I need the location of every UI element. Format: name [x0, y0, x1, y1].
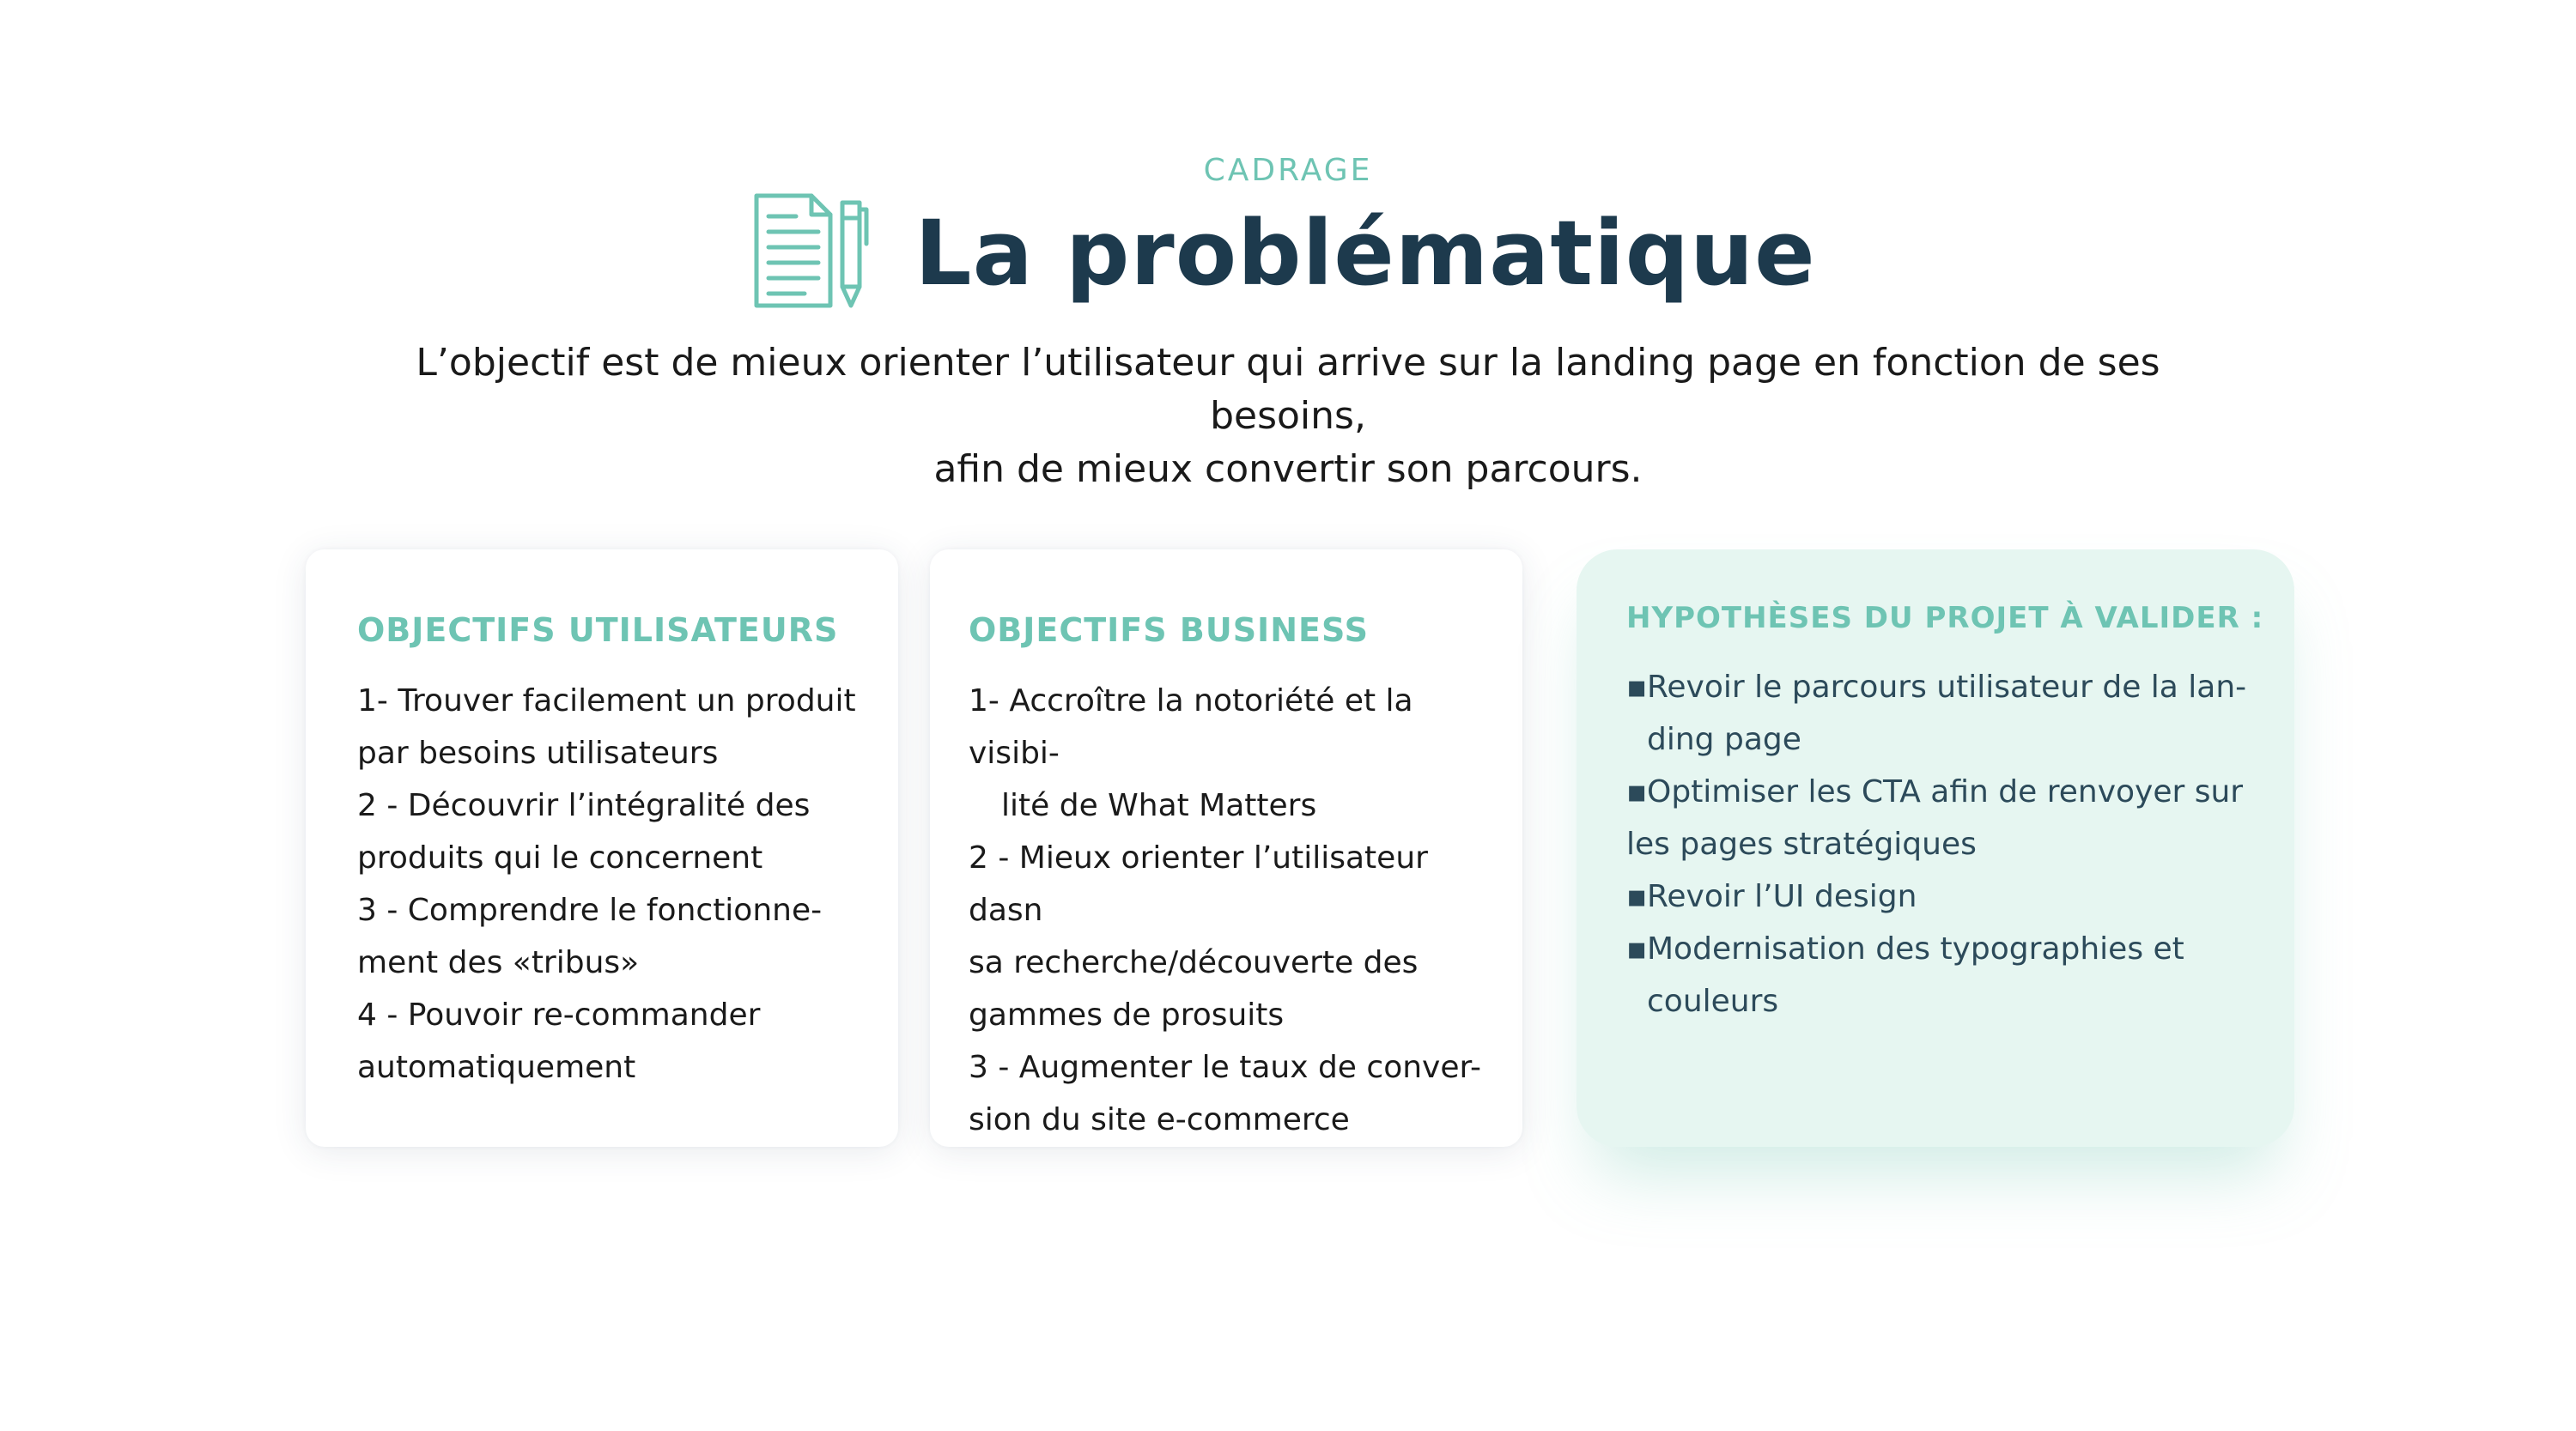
- hypothesis-line: ▪Revoir le parcours utilisateur de la lan-: [1626, 661, 2260, 713]
- card-hypotheses-title: HYPOTHÈSES DU PROJET À VALIDER :: [1626, 601, 2264, 635]
- title-row: [0, 191, 2576, 311]
- card-user-objectives: [306, 549, 898, 1147]
- hypothesis-line: ding page: [1647, 722, 1801, 757]
- bullet-icon: ▪: [1626, 931, 1648, 967]
- hypothesis-line: les pages stratégiques: [1626, 827, 1977, 862]
- hypothesis-line: couleurs: [1647, 984, 1779, 1019]
- document-pen-icon: [751, 191, 872, 311]
- business-line: 1- Accroître la notoriété et la visibi-: [969, 683, 1413, 771]
- business-line: 2 - Mieux orienter l’utilisateur dasn: [969, 840, 1428, 928]
- user-line: ment des «tribus»: [357, 945, 640, 980]
- card-project-hypotheses: [1577, 549, 2294, 1147]
- business-line: sa recherche/découverte des: [969, 945, 1419, 980]
- user-line: par besoins utilisateurs: [357, 736, 719, 771]
- intro-line-1: L’objectif est de mieux orienter l’utilisateur qui arrive sur la landing page en fonction de ses besoins,: [416, 341, 2160, 438]
- eyebrow-label: CADRAGE: [1203, 153, 1373, 188]
- card-business-title: OBJECTIFS BUSINESS: [969, 611, 1369, 649]
- card-user-title: OBJECTIFS UTILISATEURS: [357, 611, 839, 649]
- bullet-icon: ▪: [1626, 670, 1648, 705]
- user-line: 3 - Comprendre le fonctionne-: [357, 893, 823, 928]
- user-line: produits qui le concernent: [357, 840, 763, 876]
- hypothesis-line: ▪Optimiser les CTA afin de renvoyer sur: [1626, 766, 2260, 818]
- business-line: gammes de prosuits: [969, 997, 1285, 1033]
- bullet-icon: ▪: [1626, 774, 1648, 809]
- business-line: 3 - Augmenter le taux de conver-: [969, 1050, 1481, 1085]
- user-line: 2 - Découvrir l’intégralité des: [357, 788, 811, 823]
- user-line: 4 - Pouvoir re-commander: [357, 997, 761, 1033]
- intro-line-2: afin de mieux convertir son parcours.: [933, 447, 1643, 491]
- intro-text: [343, 337, 2233, 496]
- user-line: automatiquement: [357, 1050, 636, 1085]
- business-line: sion du site e-commerce: [969, 1102, 1350, 1137]
- hypothesis-line: ▪Revoir l’UI design: [1626, 870, 2260, 923]
- bullet-icon: ▪: [1626, 879, 1648, 914]
- user-line: 1- Trouver facilement un produit: [357, 683, 856, 719]
- card-business-objectives: [930, 549, 1522, 1147]
- business-line: lité de What Matters: [1001, 788, 1317, 823]
- page-title: La problématique: [914, 201, 1816, 306]
- hypothesis-line: ▪Modernisation des typographies et: [1626, 923, 2260, 975]
